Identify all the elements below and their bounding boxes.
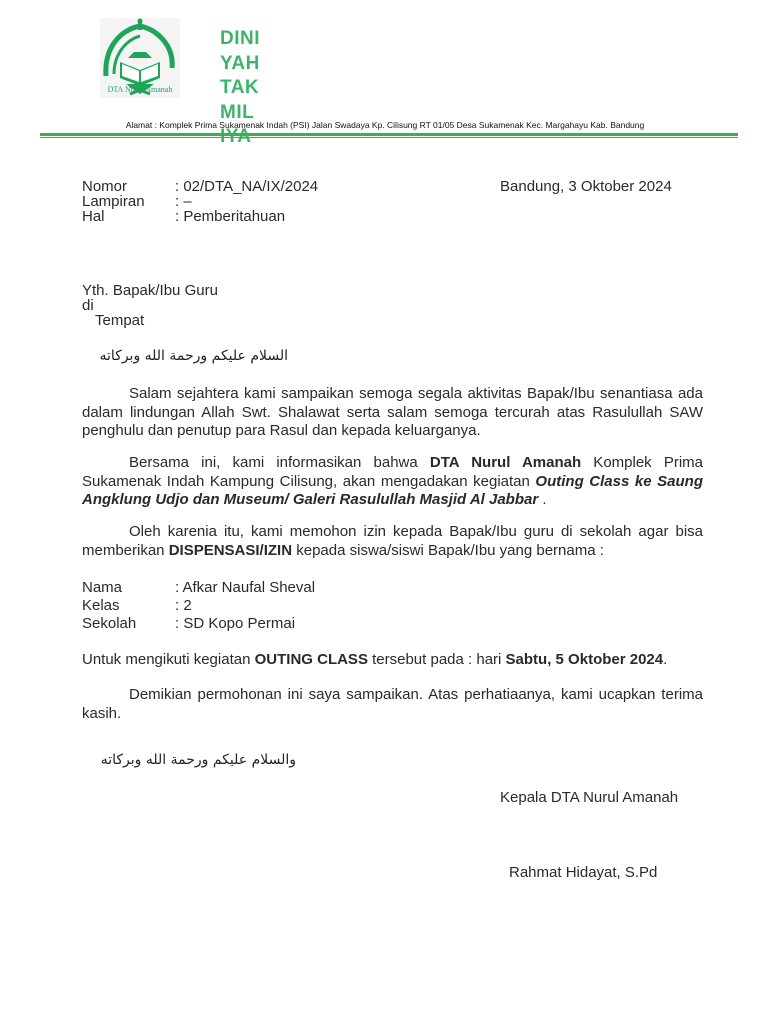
title-line: TAK <box>220 77 260 98</box>
lampiran-value: : – <box>175 193 192 210</box>
hal-value: : Pemberitahuan <box>175 208 286 225</box>
signature-name: Rahmat Hidayat, S.Pd <box>509 864 658 881</box>
event-name: Outing Class ke Saung Angklung Udjo dan Museum/ Galeri Rasulullah Masjid Al Jabbar <box>82 472 703 508</box>
sekolah-label: Sekolah <box>82 615 137 632</box>
activity-label: OUTING CLASS <box>254 651 368 668</box>
paragraph-text: Salam sejahtera kami sampaikan semoga segala aktivitas Bapak/Ibu senantiasa ada dalam lindungan Allah Swt. Shalawat serta salam semoga tercurah atas Rasulullah SAW penghulu dan penutup para Rasul dan kepada keluarganya. <box>82 385 703 439</box>
paragraph-request <box>82 523 703 560</box>
paragraph-text: tersebut pada : hari <box>367 651 506 668</box>
paragraph-text: . <box>663 651 668 668</box>
logo-caption: DTA Nurul Amanah <box>107 85 173 94</box>
paragraph-text: kepada siswa/siswi Bapak/Ibu yang bernama : <box>292 541 604 559</box>
header-divider <box>40 133 738 136</box>
paragraph-text: Bersama ini, kami informasikan bahwa <box>129 454 430 471</box>
nama-value: : Afkar Naufal Sheval <box>175 579 316 596</box>
paragraph-event <box>82 454 703 510</box>
signature-position: Kepala DTA Nurul Amanah <box>500 789 679 806</box>
nomor-value: : 02/DTA_NA/IX/2024 <box>175 178 319 195</box>
event-date: Sabtu, 5 Oktober 2024 <box>505 651 664 668</box>
student-name-row <box>82 580 315 595</box>
paragraph-intro <box>82 385 703 441</box>
student-class-row <box>82 598 192 613</box>
nomor-label: Nomor <box>82 178 128 195</box>
paragraph-closing <box>82 686 703 723</box>
recipient-place: Tempat <box>95 312 145 329</box>
header-divider-thin <box>40 137 738 138</box>
kelas-label: Kelas <box>82 597 120 614</box>
hal-label: Hal <box>82 208 105 225</box>
title-line: MIL <box>220 101 255 123</box>
org-name: DTA Nurul Amanah <box>429 454 582 471</box>
address-line: Alamat : Komplek Prima Sukamenak Indah (PSI) Jalan Swadaya Kp. Cilisung RT 01/05 Desa Sukamenak Kec. Margahayu Kab. Bandung <box>125 120 645 130</box>
recipient-di: di <box>82 297 94 314</box>
meta-hal <box>82 209 285 224</box>
paragraph-text: Oleh karenia itu, kami memohon izin kepada Bapak/Ibu guru di sekolah agar bisa memberikan <box>82 523 703 559</box>
sekolah-value: : SD Kopo Permai <box>175 615 296 632</box>
paragraph-text: Untuk mengikuti kegiatan <box>82 651 255 668</box>
paragraph-text: Demikian permohonan ini saya sampaikan. Atas perhatiaanya, kami ucapkan terima kasih. <box>82 686 703 722</box>
recipient-line: Yth. Bapak/Ibu Guru <box>82 282 218 299</box>
meta-lampiran <box>82 194 192 209</box>
paragraph-schedule <box>82 652 722 667</box>
arabic-greeting-open: السلام عليكم ورحمة الله وبركاته <box>99 348 288 364</box>
kelas-value: : 2 <box>175 597 192 614</box>
title-line: DINI <box>220 28 260 49</box>
paragraph-text: Komplek Prima Sukamenak Indah Kampung Cilisung, akan mengadakan kegiatan <box>82 454 703 490</box>
lampiran-label: Lampiran <box>82 193 145 210</box>
dispensation-label: DISPENSASI/IZIN <box>168 541 293 559</box>
place-date: Bandung, 3 Oktober 2024 <box>500 178 672 195</box>
nama-label: Nama <box>82 579 123 596</box>
arabic-greeting-close: والسلام عليكم ورحمة الله وبركاته <box>100 752 296 768</box>
title-line: YAH <box>220 52 260 74</box>
paragraph-text: . <box>538 491 547 508</box>
student-school-row <box>82 616 295 631</box>
meta-nomor <box>82 179 318 194</box>
